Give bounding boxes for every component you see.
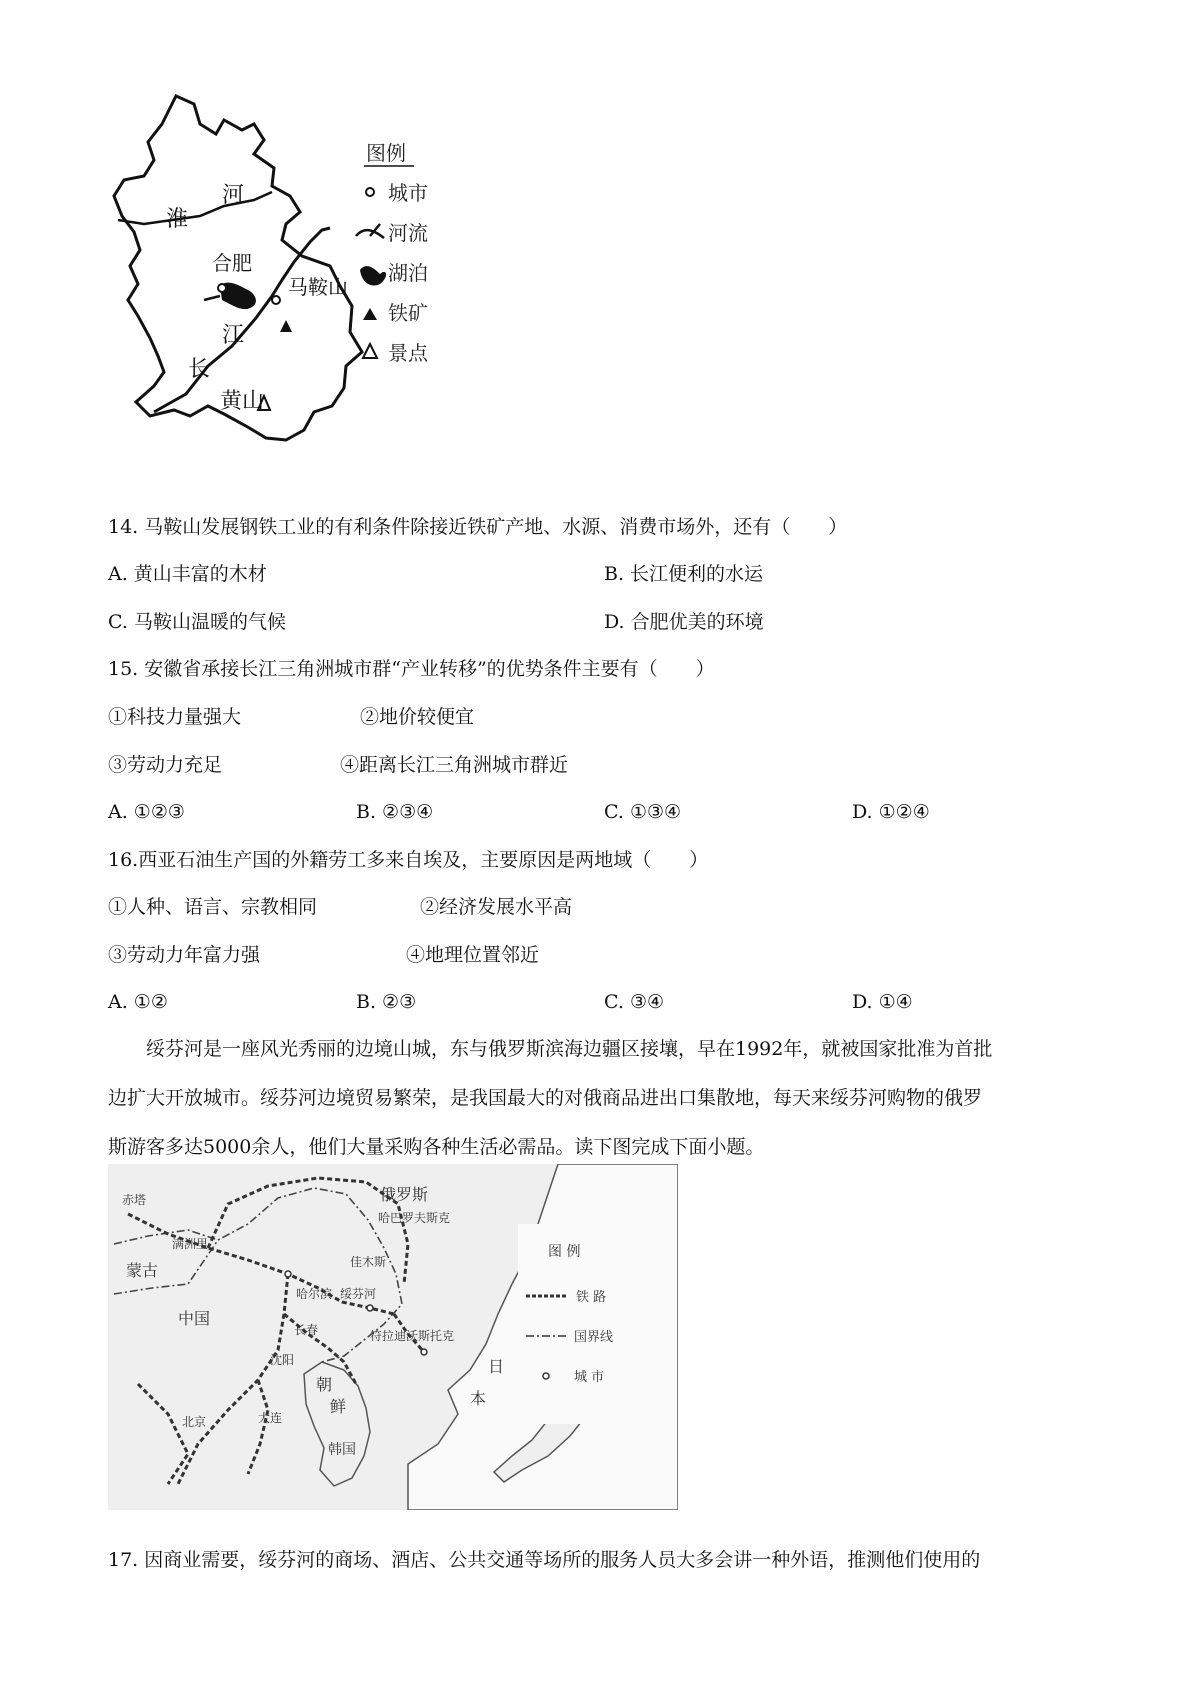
svg-text:城市: 城市 xyxy=(388,181,428,205)
river-icon xyxy=(356,224,384,238)
q16-item-1: ①人种、语言、宗教相同 xyxy=(108,896,318,918)
lake-icon xyxy=(360,266,386,285)
iron-mine-icon xyxy=(363,308,377,320)
question-14-stem: 14. 马鞍山发展钢铁工业的有利条件除接近铁矿产地、水源、消费市场外，还有（ ） xyxy=(108,516,848,538)
q16-option-d: D. ①④ xyxy=(852,991,913,1013)
label-huangshan: 黄山 xyxy=(220,389,265,414)
label-he: 河 xyxy=(222,183,245,208)
q15-option-d: D. ①②④ xyxy=(852,801,930,823)
q16-item-4: ④地理位置邻近 xyxy=(406,944,540,966)
legend-title: 图 例 xyxy=(548,1244,581,1260)
city-dot xyxy=(421,1349,427,1355)
label-suifenhe: 绥芬河 xyxy=(340,1287,377,1301)
anhui-map xyxy=(104,90,484,482)
q16-item-2: ②经济发展水平高 xyxy=(420,896,573,918)
label-korea-n1: 朝 xyxy=(316,1375,333,1394)
svg-text:铁 路: 铁 路 xyxy=(576,1290,607,1305)
q14-option-b: B. 长江便利的水运 xyxy=(604,563,764,585)
label-khabarovsk: 哈巴罗夫斯克 xyxy=(378,1211,451,1225)
label-vladivostok: 符拉迪沃斯托克 xyxy=(370,1329,455,1343)
reading-passage xyxy=(108,1036,1098,1183)
label-chita: 赤塔 xyxy=(122,1193,147,1207)
passage-line-1: 绥芬河是一座风光秀丽的边境山城，东与俄罗斯滨海边疆区接壤，早在1992年，就被国家批准为首批 xyxy=(146,1038,993,1060)
label-beijing: 北京 xyxy=(182,1415,207,1429)
svg-text:景点: 景点 xyxy=(388,341,428,365)
question-16-stem: 16.西亚石油生产国的外籍劳工多来自埃及，主要原因是两地域（ ） xyxy=(108,849,709,871)
label-shenyang: 沈阳 xyxy=(270,1353,295,1367)
svg-text:河流: 河流 xyxy=(388,221,428,245)
city-dot xyxy=(367,1305,373,1311)
q15-item-1: ①科技力量强大 xyxy=(108,706,242,728)
q15-item-4: ④距离长江三角洲城市群近 xyxy=(340,754,569,776)
svg-text:湖泊: 湖泊 xyxy=(388,261,428,285)
svg-text:国界线: 国界线 xyxy=(574,1330,614,1345)
label-chang: 长 xyxy=(188,357,211,382)
label-changchun: 长春 xyxy=(294,1323,319,1337)
label-japan2: 本 xyxy=(470,1389,487,1408)
label-hefei: 合肥 xyxy=(212,251,252,275)
label-china: 中国 xyxy=(178,1309,211,1328)
question-17-stem: 17. 因商业需要，绥芬河的商场、酒店、公共交通等场所的服务人员大多会讲一种外语，推测他们使用的 xyxy=(108,1549,981,1571)
q15-option-b: B. ②③④ xyxy=(356,801,434,823)
legend-title: 图例 xyxy=(366,141,406,165)
label-mongolia: 蒙古 xyxy=(126,1261,159,1280)
q16-item-3: ③劳动力年富力强 xyxy=(108,944,261,966)
label-manzhouli: 满洲里 xyxy=(172,1237,209,1251)
label-maanshan: 马鞍山 xyxy=(288,275,348,299)
passage-line-3: 斯游客多达5000余人，他们大量采购各种生活必需品。读下图完成下面小题。 xyxy=(108,1136,765,1158)
northeast-asia-map xyxy=(108,1164,678,1510)
label-korea-s: 韩国 xyxy=(328,1442,356,1458)
label-dalian: 大连 xyxy=(258,1411,283,1425)
label-harbin: 哈尔滨 xyxy=(296,1287,333,1301)
city-dot-icon xyxy=(543,1373,549,1379)
hefei-city-dot xyxy=(218,284,226,292)
q15-option-a: A. ①②③ xyxy=(108,801,185,823)
q14-option-c: C. 马鞍山温暖的气候 xyxy=(108,611,286,633)
question-15-stem: 15. 安徽省承接长江三角洲城市群“产业转移”的优势条件主要有（ ） xyxy=(108,658,715,680)
scenic-spot-icon xyxy=(363,344,377,358)
label-russia: 俄罗斯 xyxy=(380,1185,429,1204)
q16-option-a: A. ①② xyxy=(108,991,168,1013)
city-dot-icon xyxy=(366,188,374,196)
q16-option-b: B. ②③ xyxy=(356,991,417,1013)
svg-text:铁矿: 铁矿 xyxy=(388,301,428,325)
q15-item-2: ②地价较便宜 xyxy=(360,706,475,728)
label-jiang: 江 xyxy=(222,323,245,348)
city-dot xyxy=(285,1271,291,1277)
q15-option-c: C. ①③④ xyxy=(604,801,682,823)
label-korea-n2: 鲜 xyxy=(330,1397,347,1416)
maanshan-city-dot xyxy=(272,296,280,304)
label-japan1: 日 xyxy=(488,1357,505,1376)
label-huai: 淮 xyxy=(166,207,189,232)
q14-option-a: A. 黄山丰富的木材 xyxy=(108,563,267,585)
q15-item-3: ③劳动力充足 xyxy=(108,754,223,776)
label-jiamusi: 佳木斯 xyxy=(350,1255,387,1269)
q14-option-d: D. 合肥优美的环境 xyxy=(604,611,764,633)
svg-text:城 市: 城 市 xyxy=(574,1370,605,1385)
q16-option-c: C. ③④ xyxy=(604,991,665,1013)
passage-line-2: 边扩大开放城市。绥芬河边境贸易繁荣，是我国最大的对俄商品进出口集散地，每天来绥芬河购物的俄罗 xyxy=(108,1087,983,1109)
